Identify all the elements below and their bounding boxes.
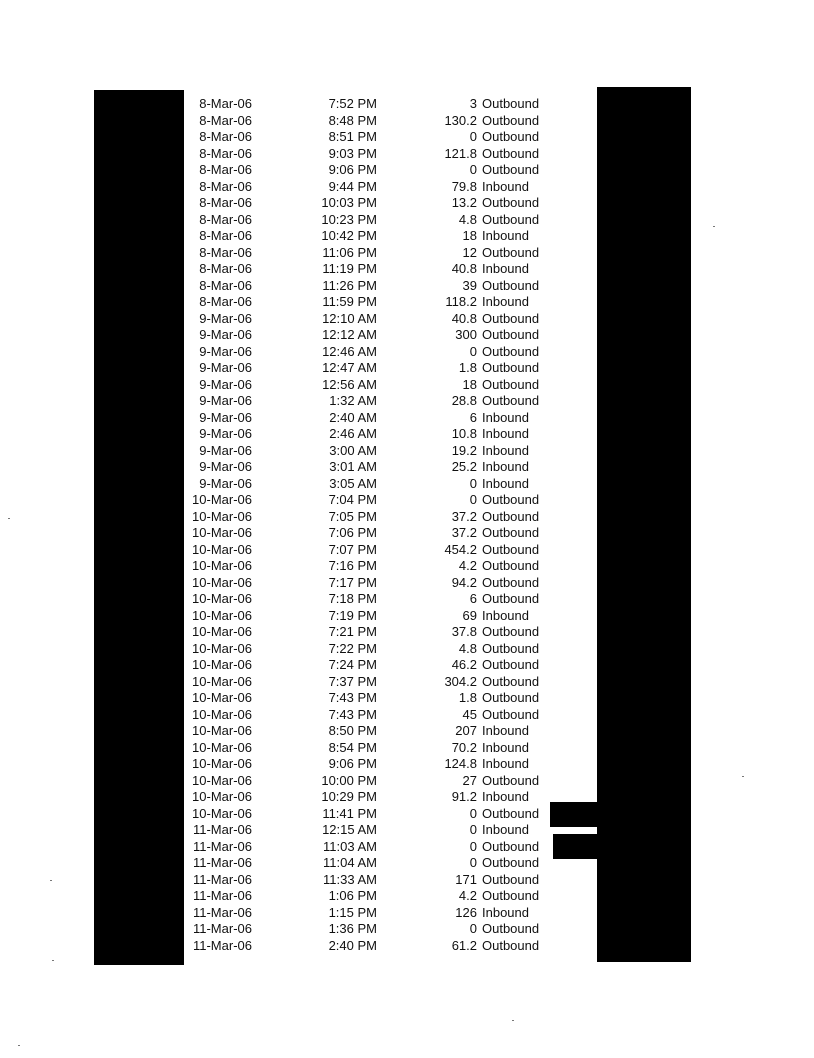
direction-cell: Outbound xyxy=(482,871,540,887)
direction-cell: Outbound xyxy=(482,310,540,326)
time-cell: 11:19 PM xyxy=(322,261,377,276)
direction-cell: Outbound xyxy=(482,112,540,128)
direction-cell: Inbound xyxy=(482,607,529,623)
direction-cell: Outbound xyxy=(482,277,540,293)
time-cell: 7:19 PM xyxy=(328,607,377,623)
amount-cell: 12 xyxy=(462,244,477,260)
direction-cell: Inbound xyxy=(482,789,529,804)
direction-cell: Outbound xyxy=(482,921,540,936)
amount-cell: 10.8 xyxy=(451,426,477,441)
amount-cell: 4.8 xyxy=(458,640,477,656)
date-cell: 9-Mar-06 xyxy=(199,459,252,474)
date-cell: 9-Mar-06 xyxy=(199,393,252,408)
time-cell: 8:54 PM xyxy=(328,739,377,755)
amount-cell: 0 xyxy=(469,838,477,854)
amount-cell: 0 xyxy=(469,343,477,359)
date-cell: 8-Mar-06 xyxy=(199,129,252,144)
amount-cell: 39 xyxy=(462,277,477,293)
direction-cell: Outbound xyxy=(482,492,540,507)
date-cell: 8-Mar-06 xyxy=(199,96,252,111)
time-cell: 12:46 AM xyxy=(322,343,377,359)
date-cell: 11-Mar-06 xyxy=(192,822,252,837)
amount-cell: 40.8 xyxy=(451,261,477,276)
table-row xyxy=(0,426,814,443)
direction-cell: Outbound xyxy=(482,888,540,903)
date-cell: 10-Mar-06 xyxy=(192,492,252,507)
date-cell: 9-Mar-06 xyxy=(199,475,252,491)
table-row xyxy=(0,162,814,179)
table-row xyxy=(0,822,814,839)
table-row xyxy=(0,641,814,658)
scan-speck xyxy=(512,1020,514,1021)
amount-cell: 18 xyxy=(462,228,477,243)
date-cell: 9-Mar-06 xyxy=(199,409,252,425)
direction-cell: Inbound xyxy=(482,261,529,276)
amount-cell: 37.8 xyxy=(451,624,477,639)
time-cell: 7:07 PM xyxy=(328,541,377,557)
date-cell: 11-Mar-06 xyxy=(192,937,252,953)
time-cell: 7:06 PM xyxy=(328,525,377,540)
date-cell: 10-Mar-06 xyxy=(192,574,252,590)
amount-cell: 69 xyxy=(462,607,477,623)
direction-cell: Outbound xyxy=(482,145,540,161)
time-cell: 2:40 AM xyxy=(329,409,377,425)
time-cell: 1:32 AM xyxy=(329,393,377,408)
time-cell: 8:51 PM xyxy=(328,129,377,144)
amount-cell: 454.2 xyxy=(444,541,477,557)
date-cell: 10-Mar-06 xyxy=(192,739,252,755)
direction-cell: Outbound xyxy=(482,937,540,953)
table-row xyxy=(0,707,814,724)
amount-cell: 25.2 xyxy=(451,459,477,474)
table-row xyxy=(0,855,814,872)
table-row xyxy=(0,657,814,674)
date-cell: 11-Mar-06 xyxy=(192,921,252,936)
amount-cell: 6 xyxy=(469,409,477,425)
amount-cell: 0 xyxy=(469,492,477,507)
amount-cell: 4.2 xyxy=(458,888,477,903)
date-cell: 10-Mar-06 xyxy=(192,591,252,606)
date-cell: 8-Mar-06 xyxy=(199,277,252,293)
date-cell: 10-Mar-06 xyxy=(192,772,252,788)
direction-cell: Outbound xyxy=(482,657,540,672)
time-cell: 1:06 PM xyxy=(328,888,377,903)
table-row xyxy=(0,245,814,262)
direction-cell: Outbound xyxy=(482,376,540,392)
amount-cell: 18 xyxy=(462,376,477,392)
call-log-table xyxy=(0,96,814,954)
table-row xyxy=(0,690,814,707)
amount-cell: 40.8 xyxy=(451,310,477,326)
table-row xyxy=(0,294,814,311)
date-cell: 10-Mar-06 xyxy=(192,525,252,540)
table-row xyxy=(0,476,814,493)
direction-cell: Outbound xyxy=(482,640,540,656)
time-cell: 11:06 PM xyxy=(322,244,377,260)
amount-cell: 130.2 xyxy=(444,112,477,128)
date-cell: 8-Mar-06 xyxy=(199,195,252,210)
amount-cell: 27 xyxy=(462,772,477,788)
direction-cell: Inbound xyxy=(482,475,529,491)
direction-cell: Outbound xyxy=(482,195,540,210)
amount-cell: 0 xyxy=(469,921,477,936)
date-cell: 11-Mar-06 xyxy=(192,871,252,887)
table-row xyxy=(0,327,814,344)
date-cell: 11-Mar-06 xyxy=(192,838,252,854)
amount-cell: 207 xyxy=(455,723,477,738)
time-cell: 1:15 PM xyxy=(328,904,377,920)
amount-cell: 0 xyxy=(469,822,477,837)
time-cell: 7:21 PM xyxy=(328,624,377,639)
direction-cell: Outbound xyxy=(482,624,540,639)
date-cell: 9-Mar-06 xyxy=(199,442,252,458)
amount-cell: 6 xyxy=(469,591,477,606)
amount-cell: 171 xyxy=(455,871,477,887)
direction-cell: Inbound xyxy=(482,442,529,458)
table-row xyxy=(0,558,814,575)
time-cell: 7:16 PM xyxy=(328,558,377,573)
time-cell: 11:03 AM xyxy=(323,838,377,854)
amount-cell: 118.2 xyxy=(445,294,477,309)
time-cell: 7:43 PM xyxy=(328,706,377,722)
amount-cell: 4.2 xyxy=(458,558,477,573)
date-cell: 9-Mar-06 xyxy=(199,343,252,359)
direction-cell: Outbound xyxy=(482,673,540,689)
time-cell: 3:00 AM xyxy=(329,442,377,458)
table-row xyxy=(0,542,814,559)
amount-cell: 3 xyxy=(469,96,477,111)
date-cell: 10-Mar-06 xyxy=(192,673,252,689)
direction-cell: Outbound xyxy=(482,129,540,144)
table-row xyxy=(0,459,814,476)
amount-cell: 37.2 xyxy=(451,508,477,524)
amount-cell: 45 xyxy=(462,706,477,722)
table-row xyxy=(0,212,814,229)
direction-cell: Outbound xyxy=(482,211,540,227)
table-row xyxy=(0,393,814,410)
date-cell: 10-Mar-06 xyxy=(192,640,252,656)
time-cell: 8:50 PM xyxy=(328,723,377,738)
time-cell: 11:04 AM xyxy=(323,855,377,870)
date-cell: 10-Mar-06 xyxy=(192,624,252,639)
amount-cell: 91.2 xyxy=(451,789,477,804)
time-cell: 1:36 PM xyxy=(328,921,377,936)
date-cell: 10-Mar-06 xyxy=(192,789,252,804)
amount-cell: 0 xyxy=(469,162,477,177)
date-cell: 11-Mar-06 xyxy=(192,888,252,903)
table-row xyxy=(0,113,814,130)
table-row xyxy=(0,509,814,526)
direction-cell: Inbound xyxy=(482,756,529,771)
direction-cell: Inbound xyxy=(482,739,529,755)
date-cell: 9-Mar-06 xyxy=(199,310,252,326)
scan-speck xyxy=(18,1045,20,1046)
direction-cell: Outbound xyxy=(482,855,540,870)
table-row xyxy=(0,806,814,823)
table-row xyxy=(0,344,814,361)
date-cell: 8-Mar-06 xyxy=(199,112,252,128)
amount-cell: 79.8 xyxy=(451,178,477,194)
table-row xyxy=(0,905,814,922)
table-row xyxy=(0,839,814,856)
table-row xyxy=(0,525,814,542)
date-cell: 8-Mar-06 xyxy=(199,145,252,161)
direction-cell: Outbound xyxy=(482,327,540,342)
date-cell: 10-Mar-06 xyxy=(192,690,252,705)
direction-cell: Outbound xyxy=(482,541,540,557)
direction-cell: Outbound xyxy=(482,574,540,590)
date-cell: 8-Mar-06 xyxy=(199,244,252,260)
time-cell: 11:41 PM xyxy=(322,805,377,821)
amount-cell: 126 xyxy=(455,904,477,920)
time-cell: 7:22 PM xyxy=(328,640,377,656)
time-cell: 7:24 PM xyxy=(328,657,377,672)
table-row xyxy=(0,228,814,245)
time-cell: 10:42 PM xyxy=(321,228,377,243)
date-cell: 10-Mar-06 xyxy=(192,541,252,557)
date-cell: 10-Mar-06 xyxy=(192,756,252,771)
table-row xyxy=(0,773,814,790)
amount-cell: 0 xyxy=(469,805,477,821)
amount-cell: 70.2 xyxy=(451,739,477,755)
date-cell: 10-Mar-06 xyxy=(192,706,252,722)
scan-speck xyxy=(52,960,54,961)
date-cell: 9-Mar-06 xyxy=(199,426,252,441)
time-cell: 3:01 AM xyxy=(329,459,377,474)
direction-cell: Inbound xyxy=(482,228,529,243)
time-cell: 7:05 PM xyxy=(328,508,377,524)
amount-cell: 4.8 xyxy=(458,211,477,227)
direction-cell: Inbound xyxy=(482,178,529,194)
direction-cell: Outbound xyxy=(482,690,540,705)
amount-cell: 19.2 xyxy=(451,442,477,458)
table-row xyxy=(0,195,814,212)
date-cell: 11-Mar-06 xyxy=(192,904,252,920)
time-cell: 10:00 PM xyxy=(321,772,377,788)
date-cell: 10-Mar-06 xyxy=(192,805,252,821)
table-row xyxy=(0,624,814,641)
direction-cell: Outbound xyxy=(482,525,540,540)
time-cell: 12:15 AM xyxy=(322,822,377,837)
amount-cell: 37.2 xyxy=(451,525,477,540)
time-cell: 11:26 PM xyxy=(322,277,377,293)
amount-cell: 28.8 xyxy=(451,393,477,408)
date-cell: 10-Mar-06 xyxy=(192,558,252,573)
direction-cell: Outbound xyxy=(482,508,540,524)
direction-cell: Outbound xyxy=(482,96,540,111)
table-row xyxy=(0,410,814,427)
direction-cell: Outbound xyxy=(482,591,540,606)
table-row xyxy=(0,723,814,740)
time-cell: 9:06 PM xyxy=(328,162,377,177)
amount-cell: 121.8 xyxy=(444,145,477,161)
date-cell: 8-Mar-06 xyxy=(199,178,252,194)
table-row xyxy=(0,278,814,295)
time-cell: 11:59 PM xyxy=(322,294,377,309)
time-cell: 10:23 PM xyxy=(321,211,377,227)
table-row xyxy=(0,756,814,773)
amount-cell: 61.2 xyxy=(451,937,477,953)
time-cell: 10:03 PM xyxy=(321,195,377,210)
time-cell: 12:10 AM xyxy=(322,310,377,326)
time-cell: 9:03 PM xyxy=(328,145,377,161)
table-row xyxy=(0,179,814,196)
time-cell: 7:43 PM xyxy=(328,690,377,705)
table-row xyxy=(0,492,814,509)
amount-cell: 1.8 xyxy=(458,360,477,375)
time-cell: 2:46 AM xyxy=(329,426,377,441)
table-row xyxy=(0,311,814,328)
time-cell: 7:17 PM xyxy=(328,574,377,590)
table-row xyxy=(0,360,814,377)
time-cell: 7:04 PM xyxy=(328,492,377,507)
time-cell: 12:56 AM xyxy=(322,376,377,392)
date-cell: 9-Mar-06 xyxy=(199,327,252,342)
direction-cell: Outbound xyxy=(482,838,540,854)
direction-cell: Inbound xyxy=(482,904,529,920)
date-cell: 10-Mar-06 xyxy=(192,607,252,623)
date-cell: 10-Mar-06 xyxy=(192,657,252,672)
direction-cell: Outbound xyxy=(482,558,540,573)
table-row xyxy=(0,921,814,938)
date-cell: 8-Mar-06 xyxy=(199,211,252,227)
direction-cell: Inbound xyxy=(482,723,529,738)
table-row xyxy=(0,938,814,955)
amount-cell: 304.2 xyxy=(444,673,477,689)
time-cell: 2:40 PM xyxy=(328,937,377,953)
time-cell: 9:06 PM xyxy=(328,756,377,771)
time-cell: 7:37 PM xyxy=(328,673,377,689)
table-row xyxy=(0,261,814,278)
time-cell: 7:52 PM xyxy=(328,96,377,111)
date-cell: 10-Mar-06 xyxy=(192,508,252,524)
table-row xyxy=(0,591,814,608)
time-cell: 7:18 PM xyxy=(328,591,377,606)
direction-cell: Outbound xyxy=(482,393,540,408)
table-row xyxy=(0,377,814,394)
table-row xyxy=(0,872,814,889)
amount-cell: 0 xyxy=(469,129,477,144)
table-row xyxy=(0,674,814,691)
table-row xyxy=(0,789,814,806)
direction-cell: Outbound xyxy=(482,162,540,177)
date-cell: 9-Mar-06 xyxy=(199,376,252,392)
amount-cell: 1.8 xyxy=(458,690,477,705)
time-cell: 8:48 PM xyxy=(328,112,377,128)
table-row xyxy=(0,575,814,592)
amount-cell: 46.2 xyxy=(451,657,477,672)
amount-cell: 13.2 xyxy=(451,195,477,210)
date-cell: 8-Mar-06 xyxy=(199,261,252,276)
direction-cell: Inbound xyxy=(482,822,529,837)
table-row xyxy=(0,888,814,905)
direction-cell: Inbound xyxy=(482,459,529,474)
amount-cell: 0 xyxy=(469,855,477,870)
table-row xyxy=(0,146,814,163)
date-cell: 11-Mar-06 xyxy=(192,855,252,870)
time-cell: 9:44 PM xyxy=(328,178,377,194)
direction-cell: Outbound xyxy=(482,343,540,359)
direction-cell: Inbound xyxy=(482,409,529,425)
amount-cell: 124.8 xyxy=(444,756,477,771)
time-cell: 3:05 AM xyxy=(329,475,377,491)
date-cell: 8-Mar-06 xyxy=(199,228,252,243)
direction-cell: Outbound xyxy=(482,244,540,260)
direction-cell: Inbound xyxy=(482,426,529,441)
date-cell: 10-Mar-06 xyxy=(192,723,252,738)
time-cell: 12:47 AM xyxy=(322,360,377,375)
date-cell: 8-Mar-06 xyxy=(199,294,252,309)
time-cell: 10:29 PM xyxy=(321,789,377,804)
direction-cell: Outbound xyxy=(482,360,540,375)
table-row xyxy=(0,443,814,460)
table-row xyxy=(0,96,814,113)
amount-cell: 300 xyxy=(455,327,477,342)
direction-cell: Outbound xyxy=(482,772,540,788)
amount-cell: 94.2 xyxy=(451,574,477,590)
time-cell: 11:33 AM xyxy=(323,871,377,887)
table-row xyxy=(0,740,814,757)
direction-cell: Outbound xyxy=(482,805,540,821)
table-row xyxy=(0,608,814,625)
table-row xyxy=(0,129,814,146)
time-cell: 12:12 AM xyxy=(322,327,377,342)
date-cell: 9-Mar-06 xyxy=(199,360,252,375)
direction-cell: Inbound xyxy=(482,294,529,309)
direction-cell: Outbound xyxy=(482,706,540,722)
date-cell: 8-Mar-06 xyxy=(199,162,252,177)
amount-cell: 0 xyxy=(469,475,477,491)
